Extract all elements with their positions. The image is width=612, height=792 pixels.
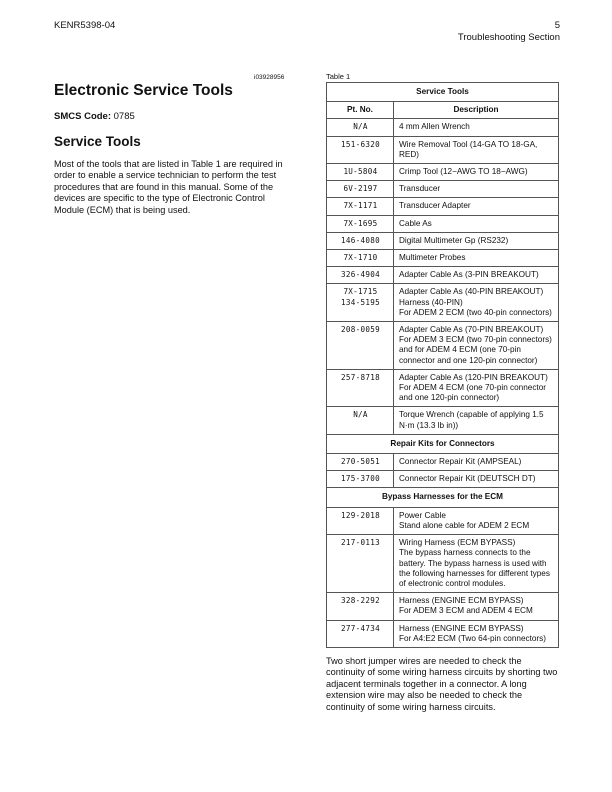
description-cell — [394, 471, 559, 488]
part-number-cell — [327, 267, 394, 284]
description-line: Wire Removal Tool (14-GA TO 18-GA, RED) — [399, 139, 538, 159]
part-number-cell — [327, 284, 394, 322]
part-number-cell — [327, 232, 394, 249]
description-line: For ADEM 2 ECM (two 40-pin connectors) — [399, 307, 552, 317]
part-number: 7X-1710 — [343, 253, 378, 263]
bypass-harness-header-row-title: Bypass Harnesses for the ECM — [327, 488, 559, 507]
part-number-cell — [327, 250, 394, 267]
description-line: The bypass harness connects to the battery. The bypass harness is used with the following harnesses for different types of electronic control modules. — [399, 548, 550, 588]
smcs-code — [54, 111, 135, 122]
part-number-cell — [327, 198, 394, 215]
document-number: KENR5398-04 — [54, 20, 116, 31]
description-cell — [394, 593, 559, 620]
description-line: Wiring Harness (ECM BYPASS) — [399, 538, 516, 548]
page-number: 5 — [554, 20, 560, 31]
description-line: Adapter Cable As (70-PIN BREAKOUT) — [399, 325, 544, 335]
part-number: 151-6320 — [341, 139, 380, 149]
part-number: 7X-1171 — [343, 201, 378, 211]
description-line: For ADEM 4 ECM (one 70-pin connector and one 120-pin connector) — [399, 383, 546, 403]
table-row — [327, 322, 559, 370]
part-number: 134-5195 — [341, 297, 380, 307]
description-cell — [394, 407, 559, 434]
description-line: Adapter Cable As (3-PIN BREAKOUT) — [399, 270, 539, 280]
description-cell — [394, 620, 559, 647]
description-cell — [394, 284, 559, 322]
description-line: Harness (ENGINE ECM BYPASS) — [399, 623, 524, 633]
part-number: 328-2292 — [341, 596, 380, 606]
part-number: 270-5051 — [341, 457, 380, 467]
table-row — [327, 136, 559, 163]
description-line: Transducer — [399, 184, 441, 194]
description-line: Power Cable — [399, 510, 446, 520]
part-number-cell — [327, 119, 394, 136]
description-cell — [394, 136, 559, 163]
table-row — [327, 119, 559, 136]
table-body — [327, 83, 559, 648]
description-cell — [394, 369, 559, 407]
bypass-harness-header-row — [327, 488, 559, 507]
document-id: i03928956 — [254, 74, 285, 81]
part-number: 6V-2197 — [343, 184, 378, 194]
description-cell — [394, 267, 559, 284]
part-number-cell — [327, 471, 394, 488]
repair-kits-header-row — [327, 434, 559, 453]
description-line: Connector Repair Kit (DEUTSCH DT) — [399, 474, 536, 484]
part-number: 129-2018 — [341, 510, 380, 520]
description-cell — [394, 181, 559, 198]
page-title: Electronic Service Tools — [54, 82, 233, 99]
description-line: Digital Multimeter Gp (RS232) — [399, 235, 509, 245]
description-cell — [394, 535, 559, 593]
table-row — [327, 507, 559, 534]
part-number: 326-4904 — [341, 270, 380, 280]
part-number-cell — [327, 164, 394, 181]
description-cell — [394, 454, 559, 471]
table-row — [327, 471, 559, 488]
table-row — [327, 232, 559, 249]
table-row — [327, 215, 559, 232]
smcs-value: 0785 — [113, 111, 135, 122]
description-cell — [394, 507, 559, 534]
description-cell — [394, 232, 559, 249]
part-number: N/A — [353, 122, 368, 132]
section-heading: Service Tools — [54, 134, 141, 149]
description-cell — [394, 198, 559, 215]
description-cell — [394, 164, 559, 181]
part-number-cell — [327, 136, 394, 163]
table-row — [327, 164, 559, 181]
description-line: Multimeter Probes — [399, 253, 466, 263]
part-number: N/A — [353, 410, 368, 420]
table-label: Table 1 — [326, 72, 351, 81]
table-row — [327, 198, 559, 215]
description-line: Connector Repair Kit (AMPSEAL) — [399, 457, 522, 467]
description-line: Harness (40-PIN) — [399, 297, 463, 307]
table-row — [327, 535, 559, 593]
table-row — [327, 250, 559, 267]
table-row — [327, 407, 559, 434]
part-number: 7X-1715 — [343, 287, 378, 297]
part-number: 175-3700 — [341, 474, 380, 484]
part-number-cell — [327, 322, 394, 370]
table-row — [327, 284, 559, 322]
part-number-cell — [327, 593, 394, 620]
table-row — [327, 454, 559, 471]
column-header-part-number: Pt. No. — [327, 102, 394, 119]
table-title-row-title: Service Tools — [327, 83, 559, 102]
description-cell — [394, 322, 559, 370]
description-line: Transducer Adapter — [399, 201, 471, 211]
part-number: 257-8718 — [341, 372, 380, 382]
description-cell — [394, 215, 559, 232]
part-number: 208-0059 — [341, 325, 380, 335]
intro-paragraph: Most of the tools that are listed in Table 1 are required in order to enable a service technician to perform the test procedures that are found in this manual. Some of the devices are specific to the type of Electronic Control Module (ECM) that is being used. — [54, 159, 283, 215]
part-number-cell — [327, 454, 394, 471]
description-line: Cable As — [399, 218, 432, 228]
table-row — [327, 267, 559, 284]
column-header-row — [327, 102, 559, 119]
part-number-cell — [327, 181, 394, 198]
part-number-cell — [327, 507, 394, 534]
description-line: Harness (ENGINE ECM BYPASS) — [399, 596, 524, 606]
part-number: 7X-1695 — [343, 218, 378, 228]
part-number-cell — [327, 620, 394, 647]
description-line: For ADEM 3 ECM (two 70-pin connectors) and for ADEM 4 ECM (one 70-pin connector and one 120-pin connector) — [399, 335, 552, 365]
part-number: 277-4734 — [341, 623, 380, 633]
description-line: For A4:E2 ECM (Two 64-pin connectors) — [399, 633, 546, 643]
part-number-cell — [327, 535, 394, 593]
section-name: Troubleshooting Section — [457, 32, 560, 43]
table-title-row — [327, 83, 559, 102]
repair-kits-header-row-title: Repair Kits for Connectors — [327, 434, 559, 453]
description-line: Crimp Tool (12−AWG TO 18−AWG) — [399, 167, 528, 177]
description-line: 4 mm Allen Wrench — [399, 122, 470, 132]
table-row — [327, 620, 559, 647]
description-line: Stand alone cable for ADEM 2 ECM — [399, 520, 530, 530]
description-cell — [394, 119, 559, 136]
description-line: Torque Wrench (capable of applying 1.5 N·m (13.3 lb in)) — [399, 410, 544, 430]
description-line: For ADEM 3 ECM and ADEM 4 ECM — [399, 606, 533, 616]
description-line: Adapter Cable As (120-PIN BREAKOUT) — [399, 372, 548, 382]
description-line: Adapter Cable As (40-PIN BREAKOUT) — [399, 287, 544, 297]
part-number-cell — [327, 215, 394, 232]
part-number: 1U-5804 — [343, 167, 378, 177]
description-cell — [394, 250, 559, 267]
closing-paragraph: Two short jumper wires are needed to check the continuity of some wiring harness circuits by shorting two adjacent terminals together in a connector. A long extension wire may also be needed to check the continuity of some wiring harness circuits. — [326, 656, 558, 712]
part-number: 146-4080 — [341, 235, 380, 245]
part-number-cell — [327, 369, 394, 407]
table-row — [327, 181, 559, 198]
table-row — [327, 593, 559, 620]
table-row — [327, 369, 559, 407]
page-header-right — [458, 20, 560, 44]
part-number-cell — [327, 407, 394, 434]
part-number: 217-0113 — [341, 538, 380, 548]
column-header-description: Description — [394, 102, 559, 119]
service-tools-table — [326, 82, 559, 648]
smcs-label: SMCS Code: — [54, 111, 111, 122]
